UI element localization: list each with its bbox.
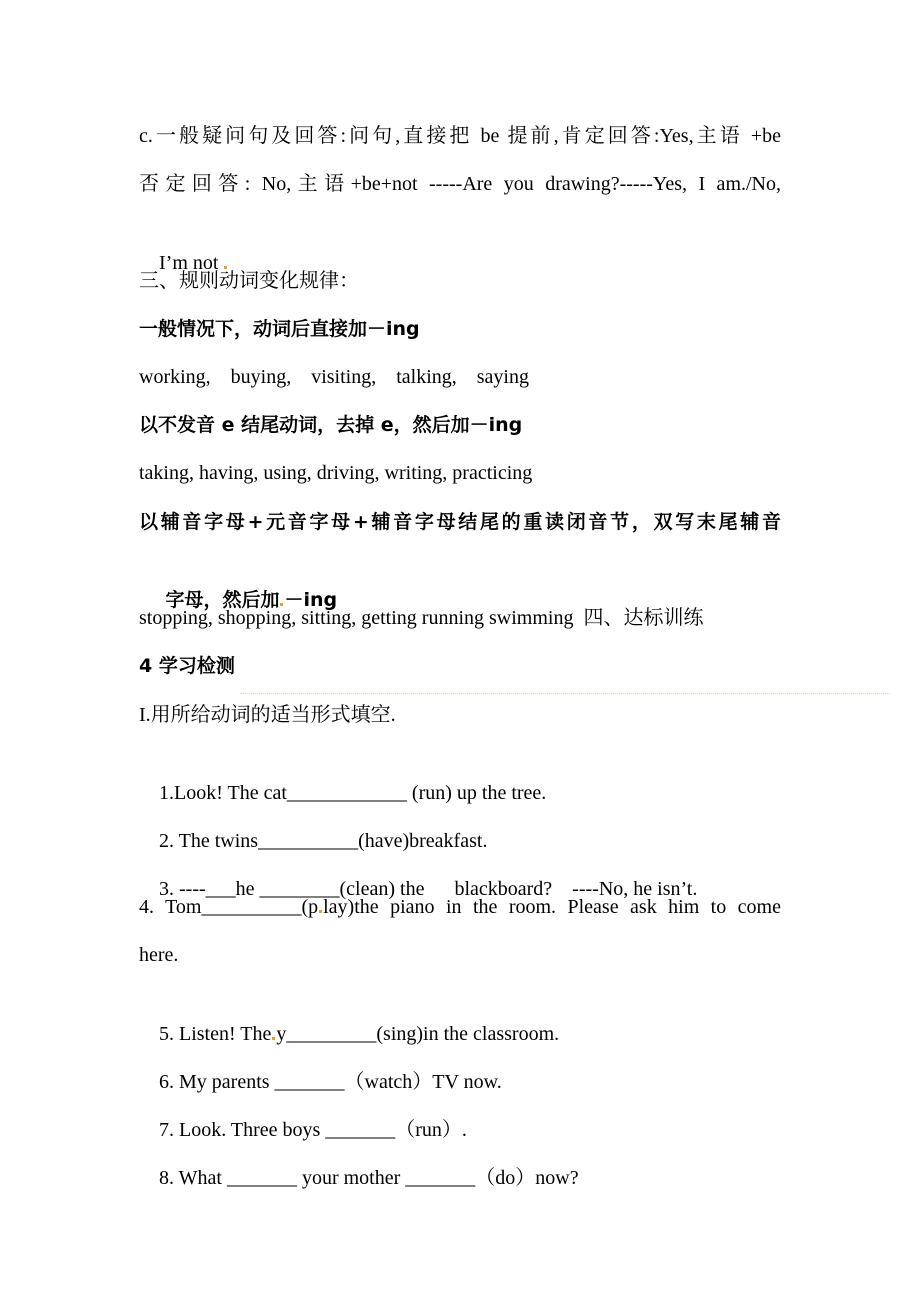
exercise-number: 6. xyxy=(159,1071,174,1093)
exercise-text: The twins__________(have)breakfast. xyxy=(174,830,488,852)
exercise-3 xyxy=(139,844,698,900)
exercise-4 xyxy=(139,892,781,922)
section-c-line-1: c.一般疑问句及回答:问句,直接把 be 提前,肯定回答:Yes,主语 +be xyxy=(139,125,781,147)
exercise-number: 2. xyxy=(159,830,174,852)
rule-3-heading-line-2a: 字母，然后加 xyxy=(165,589,280,611)
exercise-number: 4. xyxy=(139,896,154,918)
orange-mark-icon xyxy=(319,910,322,913)
exercise-number: 1. xyxy=(159,782,174,804)
section-4-heading: 4 学习检测 xyxy=(139,655,235,677)
section-c-line-3-text: I’m not xyxy=(159,252,224,274)
rule-3-heading-line-2 xyxy=(139,555,338,611)
section-c-line-3 xyxy=(139,218,228,274)
exercise-number: 7. xyxy=(159,1119,174,1141)
rule-1-examples: working, buying, visiting, talking, saying xyxy=(139,366,529,388)
exercise-5 xyxy=(139,989,560,1045)
exercise-instruction: I.用所给动词的适当形式填空. xyxy=(139,704,396,726)
section-3-heading: 三、规则动词变化规律： xyxy=(139,270,359,292)
section-c-line-2: 否定回答: No,主语+be+not -----Are you drawing?-----Yes, I am./No, xyxy=(139,173,781,195)
exercise-text: Look! The cat____________ (run) up the tree. xyxy=(174,782,547,804)
exercise-text: What _______ your mother _______（do）now? xyxy=(174,1167,579,1189)
rule-3-heading-line-2b: －ing xyxy=(284,589,338,611)
exercise-text: My parents _______（watch）TV now. xyxy=(174,1071,502,1093)
rule-3-heading-line-1: 以辅音字母+元音字母+辅音字母结尾的重读闭音节，双写末尾辅音 xyxy=(139,511,781,533)
exercise-text: ----___he ________(clean) the blackboard? ----No, he isn’t. xyxy=(174,878,698,900)
rule-3-examples: stopping, shopping, sitting, getting running swimming 四、达标训练 xyxy=(139,607,704,629)
rule-1-heading: 一般情况下，动词后直接加－ing xyxy=(139,318,420,340)
exercise-7 xyxy=(139,1085,467,1141)
rule-2-examples: taking, having, using, driving, writing, practicing xyxy=(139,462,533,484)
rule-2-heading: 以不发音 e 结尾动词，去掉 e，然后加－ing xyxy=(139,414,523,436)
exercise-text-a: Tom__________(p xyxy=(154,896,319,918)
exercise-text-a: Listen! The xyxy=(174,1023,272,1045)
dotted-separator xyxy=(240,693,890,694)
exercise-number: 3. xyxy=(159,878,174,900)
exercise-text-b: lay)the piano in the room. Please ask him to come xyxy=(323,896,781,918)
exercise-8 xyxy=(139,1133,579,1189)
exercise-text-b: y_________(sing)in the classroom. xyxy=(276,1023,560,1045)
exercise-1 xyxy=(139,748,547,804)
exercise-6 xyxy=(139,1037,502,1093)
exercise-4-continued: here. xyxy=(139,944,179,966)
exercise-2 xyxy=(139,796,488,852)
exercise-number: 5. xyxy=(159,1023,174,1045)
exercise-text: Look. Three boys _______（run）. xyxy=(174,1119,467,1141)
exercise-number: 8. xyxy=(159,1167,174,1189)
